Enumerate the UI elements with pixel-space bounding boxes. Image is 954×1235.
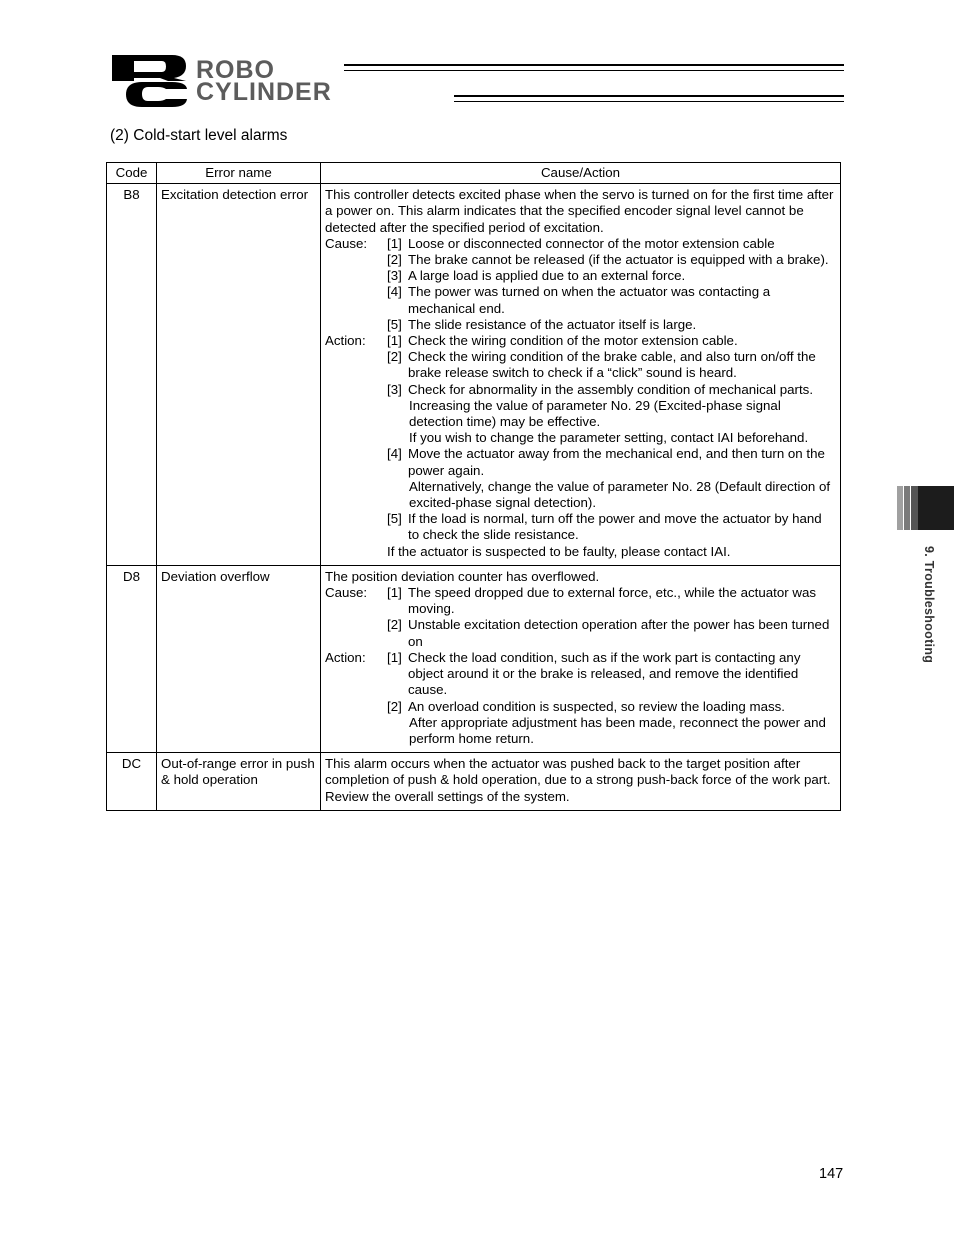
- action-label: Action:: [325, 649, 366, 665]
- item-number: [1]: [387, 235, 402, 251]
- column-header-cause-action: Cause/Action: [321, 163, 841, 184]
- cause-item: [325, 585, 836, 617]
- table-row: [107, 565, 841, 752]
- action-item: [325, 333, 836, 349]
- section-title: (2) Cold-start level alarms: [110, 127, 288, 144]
- item-number: [2]: [387, 252, 402, 268]
- item-text: The speed dropped due to external force, etc., while the actuator was moving.: [408, 585, 817, 617]
- table-row: [107, 184, 841, 566]
- action-item: [325, 699, 836, 715]
- item-text: Check the wiring condition of the motor extension cable.: [408, 333, 738, 349]
- action-item: [325, 446, 836, 478]
- item-text: An overload condition is suspected, so review the loading mass.: [408, 698, 785, 714]
- header-rule: [344, 70, 844, 71]
- table-header-row: [107, 163, 841, 184]
- error-name: Deviation overflow: [157, 565, 321, 752]
- cause-item: [325, 236, 836, 252]
- error-name: Excitation detection error: [157, 184, 321, 566]
- item-number: [1]: [387, 585, 402, 601]
- cause-action-cell: [321, 184, 841, 566]
- item-text: Move the actuator away from the mechanical end, and then turn on the power again.: [408, 446, 825, 478]
- item-number: [2]: [387, 617, 402, 633]
- alarm-code: D8: [107, 565, 157, 752]
- column-header-error-name: Error name: [157, 163, 321, 184]
- contact-note: If the actuator is suspected to be faulty, please contact IAI.: [387, 543, 731, 559]
- action-item: [325, 511, 836, 543]
- cause-item: [325, 252, 836, 268]
- item-text: Check the load condition, such as if the work part is contacting any object around it or the brake is released, and remove the identified cause.: [408, 649, 801, 698]
- item-number: [4]: [387, 446, 402, 462]
- action-continuation: If you wish to change the parameter setting, contact IAI beforehand.: [409, 430, 809, 446]
- logo-robo-text: ROBO: [196, 56, 275, 84]
- item-text: The slide resistance of the actuator itself is large.: [408, 316, 697, 332]
- chapter-tab-stripe: [897, 486, 903, 530]
- item-number: [2]: [387, 349, 402, 365]
- action-continuation: Alternatively, change the value of parameter No. 28 (Default direction of excited-phase signal detection).: [409, 478, 831, 511]
- cause-intro: This controller detects excited phase when the servo is turned on for the first time after a power on. This alarm indicates that the specified encoder signal level cannot be detected after the specified period of excitation.: [325, 187, 834, 235]
- header-rule: [344, 64, 844, 66]
- cause-action-cell: [321, 753, 841, 811]
- error-name: Out-of-range error in push & hold operation: [157, 753, 321, 811]
- action-item: [325, 650, 836, 699]
- alarm-code: B8: [107, 184, 157, 566]
- item-text: The power was turned on when the actuator was contacting a mechanical end.: [408, 284, 771, 316]
- item-number: [5]: [387, 511, 402, 527]
- cause-label: Cause:: [325, 235, 368, 251]
- alarm-code: DC: [107, 753, 157, 811]
- item-number: [5]: [387, 316, 402, 332]
- item-number: [4]: [387, 284, 402, 300]
- table-row: [107, 753, 841, 811]
- column-header-code: Code: [107, 163, 157, 184]
- cause-intro: This alarm occurs when the actuator was pushed back to the target position after completion of push & hold operation, due to a strong push-back force of the work part.: [325, 756, 831, 788]
- header-rule: [454, 95, 844, 97]
- item-number: [3]: [387, 268, 402, 284]
- chapter-tab-stripe: [904, 486, 910, 530]
- logo-cylinder-text: CYLINDER: [196, 78, 332, 106]
- cause-tail: Review the overall settings of the system.: [325, 788, 570, 804]
- item-text: Check for abnormality in the assembly condition of mechanical parts.: [408, 381, 814, 397]
- rc-logo: [112, 55, 188, 107]
- action-label: Action:: [325, 333, 366, 349]
- cause-item: [325, 317, 836, 333]
- item-number: [2]: [387, 698, 402, 714]
- chapter-tab-stripe: [911, 486, 918, 530]
- chapter-label: 9. Troubleshooting: [922, 546, 936, 664]
- action-item: [325, 382, 836, 398]
- item-text: The brake cannot be released (if the actuator is equipped with a brake).: [408, 252, 829, 268]
- header-rule: [454, 101, 844, 102]
- cause-intro: The position deviation counter has overflowed.: [325, 568, 600, 584]
- item-number: [3]: [387, 381, 402, 397]
- cause-action-cell: [321, 565, 841, 752]
- action-continuation: Increasing the value of parameter No. 29 (Excited-phase signal detection time) may be effective.: [409, 397, 781, 430]
- item-number: [1]: [387, 333, 402, 349]
- cause-item: [325, 617, 836, 649]
- alarm-table: [106, 162, 841, 811]
- item-text: If the load is normal, turn off the power and move the actuator by hand to check the slide resistance.: [408, 511, 822, 543]
- item-text: Loose or disconnected connector of the motor extension cable: [408, 235, 775, 251]
- cause-item: [325, 268, 836, 284]
- cause-item: [325, 284, 836, 316]
- item-text: Unstable excitation detection operation after the power has been turned on: [408, 617, 830, 649]
- page-number: 147: [819, 1166, 844, 1182]
- item-text: A large load is applied due to an external force.: [408, 268, 686, 284]
- chapter-tab: [918, 486, 954, 530]
- item-number: [1]: [387, 649, 402, 665]
- item-text: Check the wiring condition of the brake cable, and also turn on/off the brake release switch to check if a “click” sound is heard.: [408, 349, 816, 381]
- action-item: [325, 349, 836, 381]
- cause-label: Cause:: [325, 585, 368, 601]
- action-continuation: After appropriate adjustment has been made, reconnect the power and perform home return.: [409, 714, 826, 746]
